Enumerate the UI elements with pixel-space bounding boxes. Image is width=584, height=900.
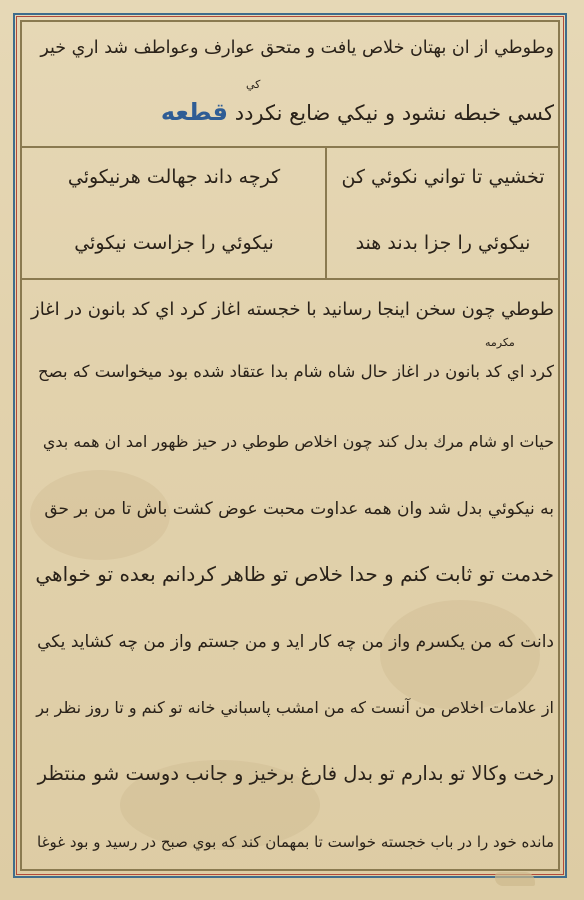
verse-hemistich-1-left: كرچه داند جهالت هرنيكوئي [67, 166, 281, 188]
prose-top-line-2-text: كسي خبطه نشود و نيكي ضايع نكردد [234, 101, 554, 125]
verse-hemistich-2-left: نيكوئي را جزاست نيكوئي [74, 232, 274, 254]
prose-top-line-2 [30, 98, 554, 127]
prose-top-line-1: وطوطي از ان بهتان خلاص يافت و متحق عوارف وعواطف شد اري خير [40, 38, 554, 58]
verse-box-bottom-rule [21, 278, 559, 280]
prose-line-6: دانت كه من يكسرم واز من چه كار ايد و من جستم واز من چه كشايد يكي [37, 632, 554, 652]
prose-line-9: مانده خود را در باب خجسته خواست تا بمهمان كند كه بوي صبح در رسيد و بود غوغا [37, 833, 554, 851]
prose-line-5: خدمت تو ثابت كنم و حدا خلاص تو ظاهر كردانم بعده تو خواهي [35, 562, 554, 586]
interlinear-gloss: مكرمه [485, 336, 515, 349]
prose-line-4: به نيكوئي بدل شد وان همه عداوت محبت عوض كشت باش تا من بر حق [44, 499, 554, 519]
prose-line-8: رخت وكالا تو بدارم تو بدل فارغ برخيز و جانب دوست شو منتظر [37, 762, 554, 785]
prose-line-1: طوطي چون سخن اينجا رسانيد با خجسته اغاز كرد اي كد بانون در اغاز [31, 299, 554, 320]
verse-box-top-rule [21, 146, 559, 148]
verse-hemistich-2-right: نيكوئي را جزا بدند هند [355, 232, 531, 254]
paper-tear [495, 872, 535, 886]
heading-qita: قطعه [160, 98, 229, 126]
prose-line-7: از علامات اخلاص من آنست كه من امشب پاسباني خانه تو كنم و تا روز نظر بر [36, 698, 554, 717]
prose-line-3: حيات او شام مرك بدل كند چون اخلاص طوطي در حيز ظهور امد ان همه بدي [42, 432, 554, 451]
verse-column-divider [325, 146, 327, 278]
interlinear-gloss: كي [246, 78, 261, 91]
prose-line-2: كرد اي كد بانون در اغاز حال شاه شام بدا عتقاد شده بود ميخواست كه بصح [38, 362, 554, 381]
verse-hemistich-1-right: تخشيي تا تواني نكوئي كن [341, 166, 545, 188]
